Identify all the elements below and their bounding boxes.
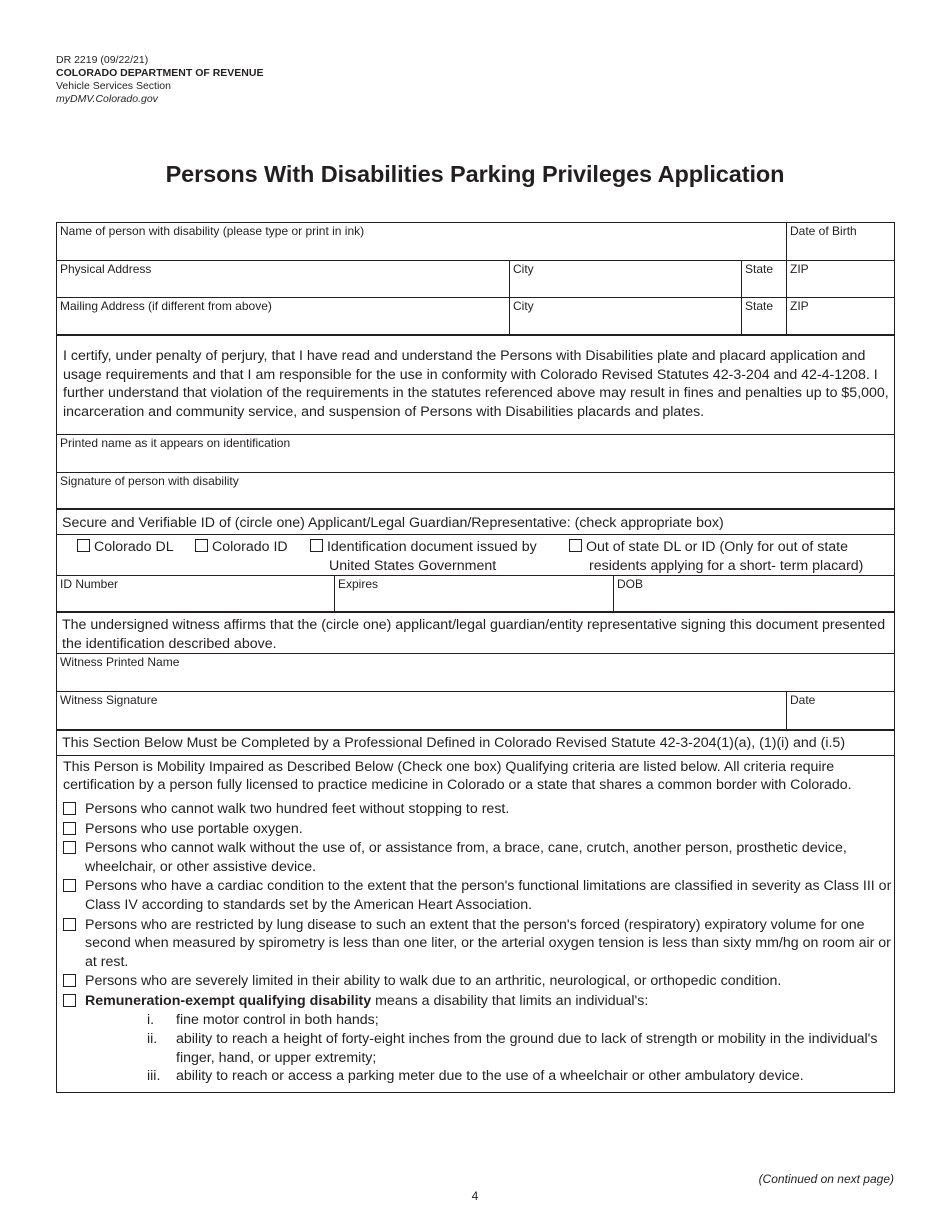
- criterion-text: Persons who are severely limited in their ability to walk due to an arthritic, neurological, or orthopedic condition.: [85, 973, 782, 990]
- physical-zip-field[interactable]: [786, 261, 894, 297]
- out-of-state-id-label-line2: residents applying for a short- term placard): [589, 557, 864, 574]
- mailing-address-row: [57, 298, 894, 336]
- list-item: [57, 1011, 894, 1030]
- colorado-id-option[interactable]: [195, 538, 288, 557]
- list-number: ii.: [147, 1031, 158, 1048]
- dob-field[interactable]: [786, 223, 894, 260]
- criterion-item[interactable]: [57, 820, 894, 839]
- criterion-text: Persons who cannot walk two hundred feet without stopping to rest.: [85, 800, 510, 817]
- criterion-item[interactable]: [57, 839, 894, 876]
- checkbox-icon[interactable]: [195, 539, 208, 552]
- checkbox-icon[interactable]: [63, 918, 76, 931]
- remuneration-exempt-text: means a disability that limits an individual's:: [371, 992, 649, 1009]
- page-title: Persons With Disabilities Parking Privileges Application: [165, 161, 785, 187]
- checkbox-icon[interactable]: [569, 539, 582, 552]
- criterion-text: Persons who have a cardiac condition to the extent that the person's functional limitations are classified in severity as Class III or Class IV according to standards set by the American Heart Association.: [85, 878, 892, 913]
- list-number: iii.: [147, 1068, 161, 1085]
- department-name: COLORADO DEPARTMENT OF REVENUE: [56, 67, 264, 79]
- section-name: Vehicle Services Section: [56, 80, 171, 92]
- form-header: [56, 54, 263, 106]
- mailing-zip-field[interactable]: [786, 298, 894, 334]
- checkbox-icon[interactable]: [63, 879, 76, 892]
- list-text: fine motor control in both hands;: [176, 1012, 379, 1029]
- list-text: ability to reach or access a parking meter due to the use of a wheelchair or other ambulatory device.: [176, 1068, 804, 1085]
- application-form: [56, 222, 895, 1093]
- checkbox-icon[interactable]: [63, 974, 76, 987]
- secure-id-heading: Secure and Verifiable ID of (circle one) Applicant/Legal Guardian/Representative: (check appropriate box): [62, 515, 724, 532]
- expires-label: Expires: [338, 576, 379, 591]
- zip-label: ZIP: [790, 299, 809, 313]
- dob-label: Date of Birth: [790, 224, 857, 238]
- list-number: i.: [147, 1012, 155, 1029]
- witness-signature-row: [57, 692, 894, 731]
- id-number-field[interactable]: ID Number: [60, 576, 119, 591]
- out-of-state-id-label: Out of state DL or ID (Only for out of state: [585, 538, 849, 555]
- checkbox-icon[interactable]: [63, 841, 76, 854]
- name-field[interactable]: Name of person with disability (please type or print in ink): [60, 224, 365, 238]
- colorado-id-label: Colorado ID: [211, 538, 288, 555]
- page-number: 4: [471, 1189, 479, 1203]
- state-label: State: [745, 262, 774, 276]
- id-details-row: [57, 576, 894, 613]
- name-row: [57, 223, 894, 261]
- id-options-row: [57, 535, 894, 576]
- witness-date-field[interactable]: [786, 692, 894, 729]
- signature-row: [57, 473, 894, 510]
- colorado-dl-label: Colorado DL: [93, 538, 174, 555]
- physical-state-field[interactable]: [741, 261, 786, 297]
- criteria-section: [57, 756, 894, 1092]
- list-item: [57, 1030, 894, 1067]
- checkbox-icon[interactable]: [63, 822, 76, 835]
- printed-name-field[interactable]: Printed name as it appears on identification: [60, 436, 291, 451]
- form-number: DR 2219 (09/22/21): [56, 54, 149, 66]
- checkbox-icon[interactable]: [63, 994, 76, 1007]
- out-of-state-id-option[interactable]: [569, 538, 848, 557]
- remuneration-exempt-item[interactable]: [57, 992, 894, 1011]
- us-government-id-label: Identification document issued by: [326, 538, 537, 555]
- checkbox-icon[interactable]: [77, 539, 90, 552]
- witness-statement-row: [57, 613, 894, 654]
- continued-note: (Continued on next page): [758, 1172, 894, 1186]
- us-government-id-option[interactable]: [310, 538, 537, 557]
- witness-date-label: Date: [790, 693, 816, 708]
- us-government-id-label-line2: United States Government: [329, 557, 497, 574]
- physical-city-field[interactable]: [509, 261, 741, 297]
- witness-printed-name-row: [57, 654, 894, 692]
- criterion-item[interactable]: [57, 916, 894, 972]
- mailing-city-field[interactable]: [509, 298, 741, 334]
- signature-field[interactable]: Signature of person with disability: [60, 474, 239, 489]
- professional-heading-row: [57, 731, 894, 756]
- criterion-item[interactable]: [57, 800, 894, 819]
- colorado-dl-option[interactable]: [77, 538, 174, 557]
- professional-heading: This Section Below Must be Completed by a Professional Defined in Colorado Revised Statute 42-3-204(1)(a), (1)(i) and (i.5): [62, 735, 846, 752]
- checkbox-icon[interactable]: [63, 802, 76, 815]
- website: myDMV.Colorado.gov: [56, 93, 158, 105]
- certification-statement: I certify, under penalty of perjury, that I have read and understand the Persons with Disabilities plate and placard application and usage requirements and that I am responsible for the use in conformity with Colorado Revised Statutes 42-3-204 and 42-4-1208. I further understand that violation of the requirements in the statutes referenced above may result in fines and penalties up to $5,000, incarceration and community service, and suspension of Persons with Disabilities placards and plates.: [63, 348, 889, 420]
- physical-address-field[interactable]: Physical Address: [60, 262, 152, 276]
- id-dob-label: DOB: [617, 576, 644, 591]
- criterion-text: Persons who cannot walk without the use of, or assistance from, a brace, cane, crutch, another person, prosthetic device, wheelchair, or other assistive device.: [85, 840, 847, 875]
- secure-id-heading-row: [57, 510, 894, 535]
- list-item: [57, 1067, 894, 1086]
- remuneration-sub-list: [57, 1011, 894, 1091]
- id-dob-field[interactable]: [613, 576, 894, 611]
- remuneration-exempt-term: Remuneration-exempt qualifying disability: [85, 992, 372, 1009]
- city-label: City: [513, 299, 534, 313]
- criterion-item[interactable]: [57, 972, 894, 991]
- witness-statement: The undersigned witness affirms that the (circle one) applicant/legal guardian/entity representative signing this document presented the identification described above.: [62, 616, 886, 652]
- criterion-item[interactable]: [57, 877, 894, 914]
- physical-address-row: [57, 261, 894, 298]
- city-label: City: [513, 262, 534, 276]
- criteria-intro: This Person is Mobility Impaired as Described Below (Check one box) Qualifying criteria are listed below. All criteria require certification by a person fully licensed to practice medicine in Colorado or a state that shares a common border with Colorado.: [63, 758, 852, 794]
- mailing-state-field[interactable]: [741, 298, 786, 334]
- state-label: State: [745, 299, 774, 313]
- zip-label: ZIP: [790, 262, 809, 276]
- certification-row: [57, 336, 894, 435]
- criterion-text: Persons who use portable oxygen.: [85, 820, 303, 837]
- criterion-text: Persons who are restricted by lung disease to such an extent that the person's forced (respiratory) expiratory volume for one second when measured by spirometry is less than one liter, or the arterial oxygen tension is less than sixty mm/hg on room air or at rest.: [85, 916, 891, 970]
- mailing-address-field[interactable]: Mailing Address (if different from above): [60, 299, 272, 313]
- expires-field[interactable]: [334, 576, 613, 611]
- witness-signature-field[interactable]: Witness Signature: [60, 693, 158, 708]
- checkbox-icon[interactable]: [310, 539, 323, 552]
- list-text: ability to reach a height of forty-eight inches from the ground due to lack of strength or mobility in the individual's finger, hand, or upper extremity;: [176, 1031, 878, 1066]
- witness-printed-name-field[interactable]: Witness Printed Name: [60, 655, 180, 670]
- printed-name-row: [57, 435, 894, 473]
